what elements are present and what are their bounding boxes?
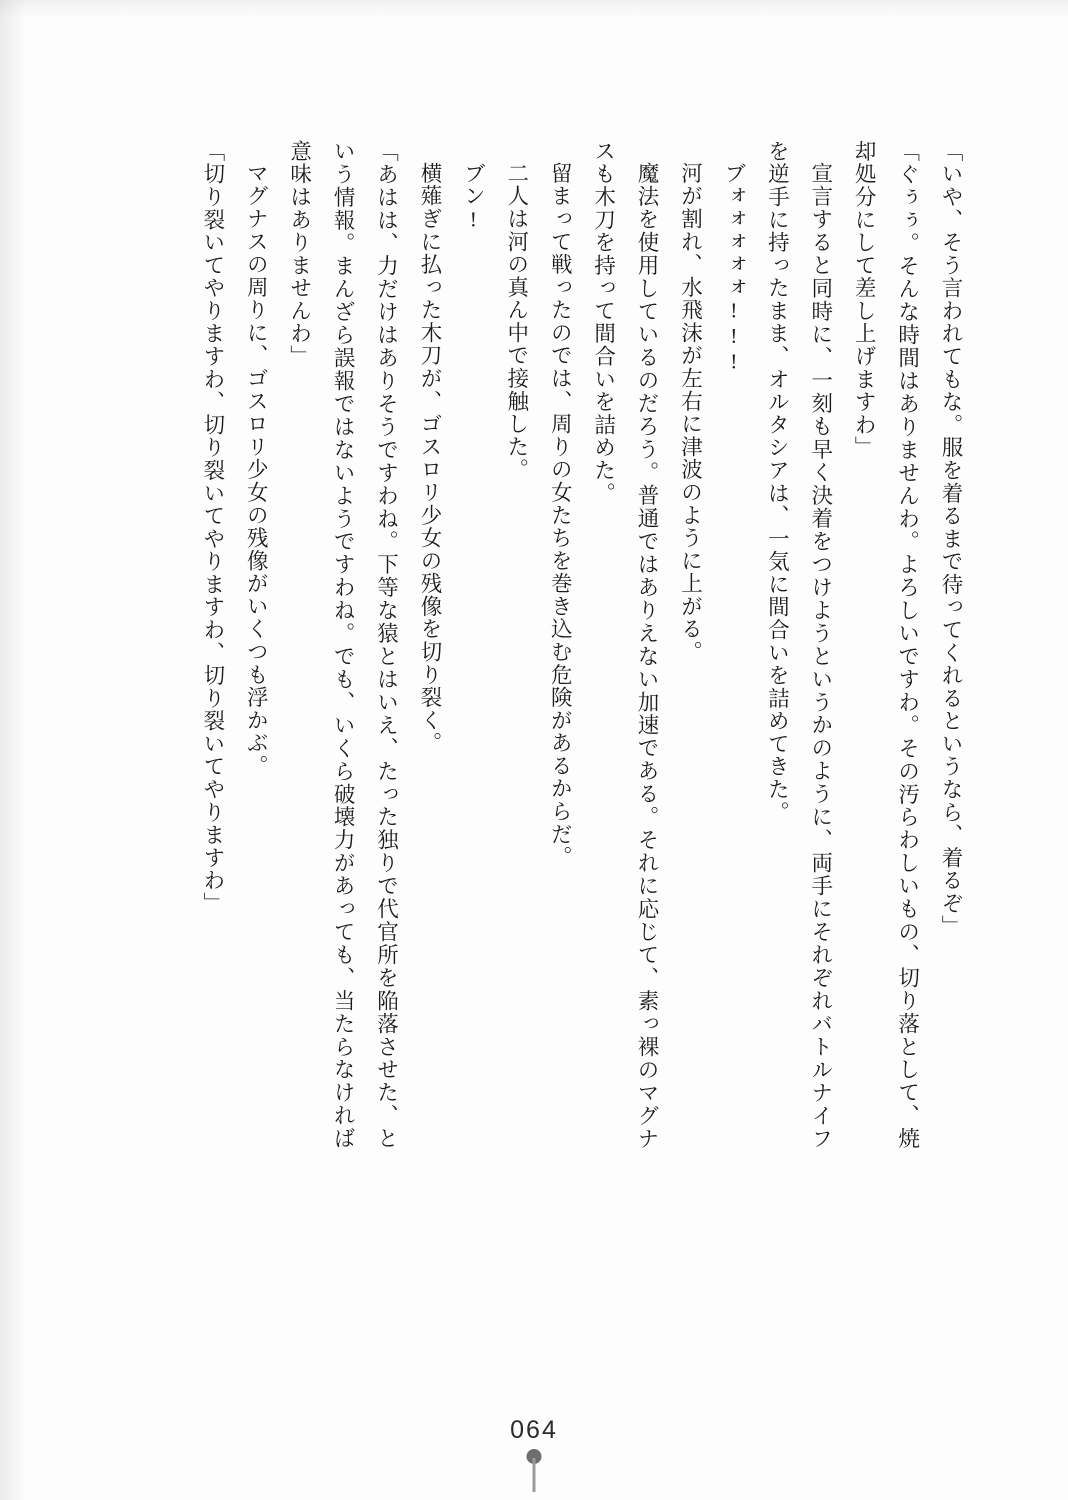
page-gutter-shadow: [0, 0, 26, 1500]
paragraph: 宣言すると同時に、一刻も早く決着をつけようというかのように、両手にそれぞれバトルナイフを逆手に持ったまま、オルタシアは、一気に間合いを詰めてきた。: [765, 140, 833, 1150]
paragraph: 留まって戦ったのでは、周りの女たちを巻き込む危険があるからだ。: [548, 161, 573, 868]
footer-line-ornament: [533, 1458, 536, 1492]
paragraph: 河が割れ、水飛沫が左右に津波のように上がる。: [678, 161, 703, 663]
paragraph: 「切り裂いてやりますわ、切り裂いてやりますわ、切り裂いてやりますわ」: [200, 140, 225, 915]
page-top-shadow: [0, 0, 1068, 18]
paragraph: 横薙ぎに払った木刀が、ゴスロリ少女の残像を切り裂く。: [417, 161, 442, 755]
paragraph: マグナスの周りに、ゴスロリ少女の残像がいくつも浮かぶ。: [244, 161, 269, 777]
paragraph: 「あはは、力だけはありそうですわね。下等な猿とはいえ、たった独りで代官所を陥落させた、という情報。まんざら誤報ではないようですわね。でも、いくら破壊力があっても、当たらなければ意味はありませんわ」: [287, 140, 399, 1150]
paragraph: ブン!: [461, 161, 486, 233]
paragraph: ブォォォォォ!!!: [721, 161, 746, 375]
paragraph: 「いや、そう言われてもな。服を着るまで待ってくれるというなら、着るぞ」: [939, 140, 963, 938]
page-number: 064: [510, 1416, 558, 1444]
paragraph: 魔法を使用しているのだろう。普通ではありえない加速である。それに応じて、素っ裸のマグナスも木刀を持って間合いを詰めた。: [591, 140, 660, 1150]
paragraph: 二人は河の真ん中で接触した。: [504, 161, 529, 481]
paragraph: 「ぐぅぅ。そんな時間はありませんわ。よろしいですわ。その汚らわしいもの、切り落として、焼却処分にして差し上げますわ」: [852, 140, 920, 1150]
novel-body-text: [112, 140, 972, 1150]
